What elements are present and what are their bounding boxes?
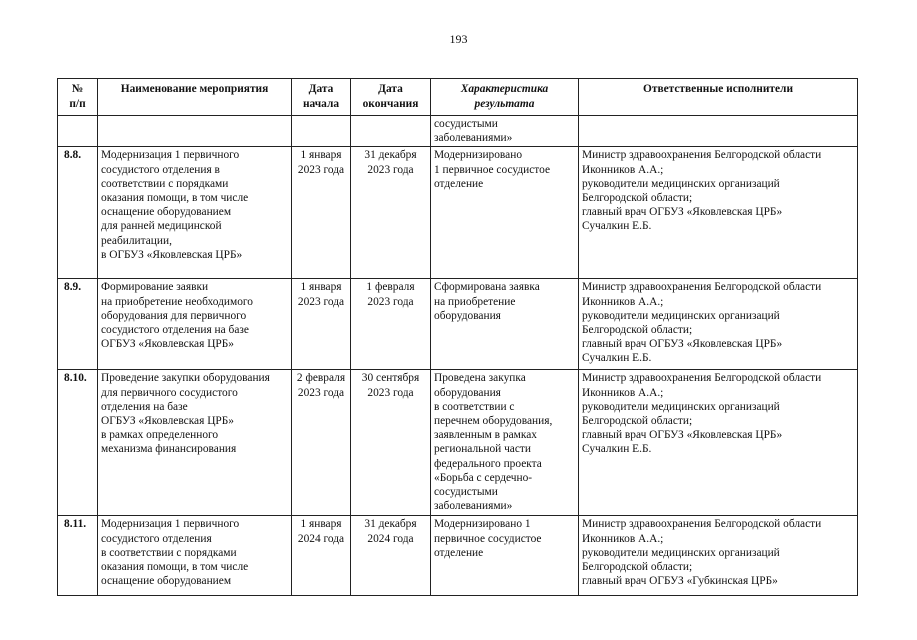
header-name: Наименование мероприятия: [98, 79, 292, 116]
cell-result: Проведена закупка оборудования в соответствии с перечнем оборудования, заявленным в рамках региональной части федерального проекта «Борьба с сердечно- сосудистыми заболеваниями»: [431, 370, 579, 516]
table-header-row: [58, 79, 858, 116]
header-num: № п/п: [58, 79, 98, 116]
cell-name: Формирование заявки на приобретение необходимого оборудования для первичного сосудистого отделения на базе ОГБУЗ «Яковлевская ЦРБ»: [98, 279, 292, 370]
continuation-row: [58, 116, 858, 147]
cell-responsible: Министр здравоохранения Белгородской области Иконников А.А.; руководители медицинских организаций Белгородской области; главный врач ОГБУЗ «Губкинская ЦРБ»: [579, 516, 858, 596]
cell-responsible: Министр здравоохранения Белгородской области Иконников А.А.; руководители медицинских организаций Белгородской области; главный врач ОГБУЗ «Яковлевская ЦРБ» Сучалкин Е.Б.: [579, 147, 858, 279]
cell-responsible: [579, 116, 858, 147]
page-number: 193: [449, 32, 468, 46]
cell-name: Модернизация 1 первичного сосудистого отделения в соответствии с порядками оказания помощи, в том числе оснащение оборудованием для ранней медицинской реабилитации, в ОГБУЗ «Яковлевская ЦРБ»: [98, 147, 292, 279]
header-start-date: Дата начала: [292, 79, 351, 116]
header-result: Характеристика результата: [431, 79, 579, 116]
header-responsible: Ответственные исполнители: [579, 79, 858, 116]
cell-end-date: 30 сентября 2023 года: [351, 370, 431, 516]
cell-start-date: 1 января 2023 года: [292, 147, 351, 279]
cell-result: Модернизировано 1 первичное сосудистое отделение: [431, 516, 579, 596]
cell-end-date: 31 декабря 2024 года: [351, 516, 431, 596]
cell-name: Модернизация 1 первичного сосудистого отделения в соответствии с порядками оказания помощи, в том числе оснащение оборудованием: [98, 516, 292, 596]
header-end-date: Дата окончания: [351, 79, 431, 116]
cell-num: 8.8.: [58, 147, 98, 279]
cell-start-date: 2 февраля 2023 года: [292, 370, 351, 516]
cell-end-date: 31 декабря 2023 года: [351, 147, 431, 279]
cell-start-date: [292, 116, 351, 147]
cell-name: Проведение закупки оборудования для первичного сосудистого отделения на базе ОГБУЗ «Яковлевская ЦРБ» в рамках определенного механизма финансирования: [98, 370, 292, 516]
cell-result: Модернизировано 1 первичное сосудистое отделение: [431, 147, 579, 279]
table-row: [58, 516, 858, 596]
cell-num: 8.10.: [58, 370, 98, 516]
cell-responsible: Министр здравоохранения Белгородской области Иконников А.А.; руководители медицинских организаций Белгородской области; главный врач ОГБУЗ «Яковлевская ЦРБ» Сучалкин Е.Б.: [579, 370, 858, 516]
activities-table: [57, 78, 858, 596]
cell-start-date: 1 января 2024 года: [292, 516, 351, 596]
cell-start-date: 1 января 2023 года: [292, 279, 351, 370]
cell-result: сосудистыми заболеваниями»: [431, 116, 579, 147]
cell-num: [58, 116, 98, 147]
cell-result: Сформирована заявка на приобретение оборудования: [431, 279, 579, 370]
cell-responsible: Министр здравоохранения Белгородской области Иконников А.А.; руководители медицинских организаций Белгородской области; главный врач ОГБУЗ «Яковлевская ЦРБ» Сучалкин Е.Б.: [579, 279, 858, 370]
cell-num: 8.9.: [58, 279, 98, 370]
table-row: [58, 370, 858, 516]
table-row: [58, 147, 858, 279]
cell-end-date: [351, 116, 431, 147]
table-row: [58, 279, 858, 370]
cell-end-date: 1 февраля 2023 года: [351, 279, 431, 370]
cell-num: 8.11.: [58, 516, 98, 596]
cell-name: [98, 116, 292, 147]
